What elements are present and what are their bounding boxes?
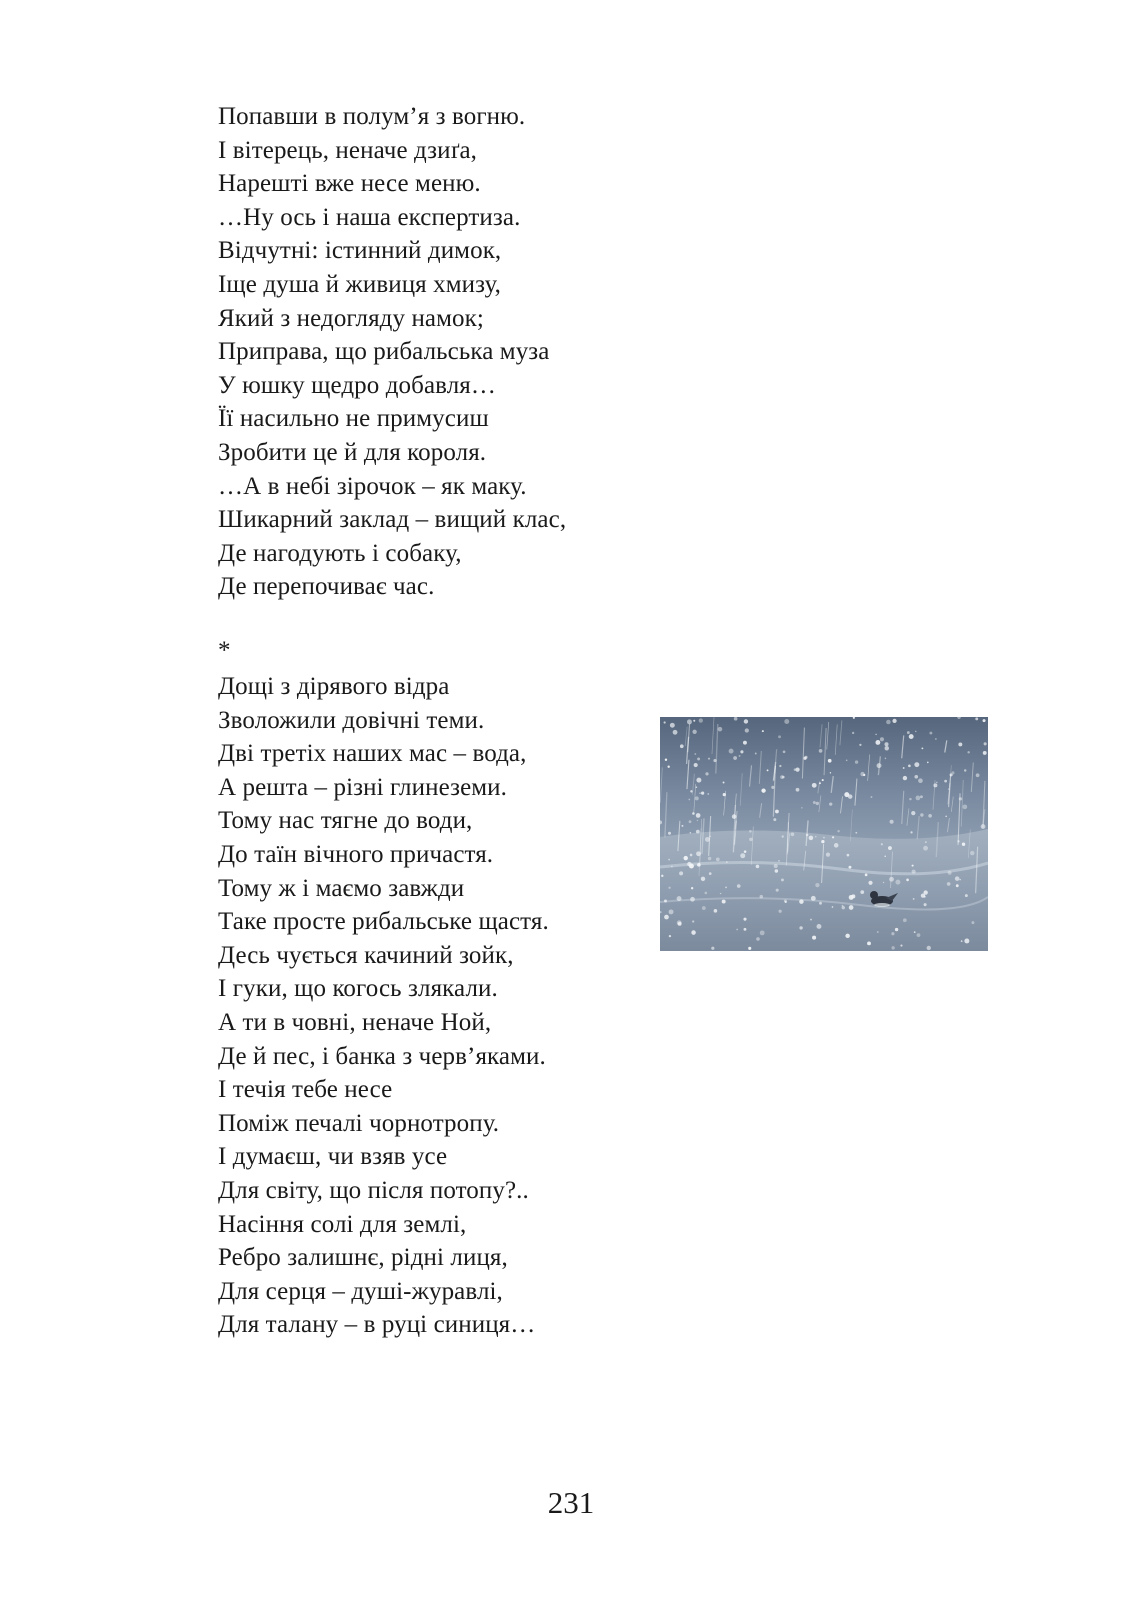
rain-drop [970, 851, 974, 855]
rain-drop [925, 841, 927, 843]
poem-line: …Ну ось і наша експертиза. [218, 203, 521, 231]
rain-drop [696, 786, 698, 788]
rain-drop [885, 746, 889, 750]
rain-drop [911, 811, 915, 815]
rain-drop [912, 870, 916, 874]
rain-drop [702, 906, 706, 910]
rain-drop [859, 744, 861, 746]
rain-drop [713, 759, 716, 762]
poem-line: До таїн вічного причастя. [218, 840, 494, 868]
rain-drop [959, 879, 960, 880]
rain-drop [734, 717, 738, 721]
rain-drop [860, 890, 864, 894]
rain-drop [875, 734, 876, 735]
rain-drop [875, 740, 880, 745]
rain-drop [815, 836, 817, 838]
rain-drop [756, 937, 760, 941]
rain-drop [903, 767, 905, 769]
poem-separator: * [218, 637, 231, 664]
poem-line: Насіння солі для землі, [218, 1210, 467, 1238]
poem-line: Ребро залишнє, рідні лиця, [218, 1244, 508, 1272]
rain-drop [956, 884, 959, 887]
rain-drop [696, 778, 701, 783]
poem-line: Приправа, що рибальська муза [218, 338, 550, 366]
rain-drop [962, 804, 967, 809]
rain-drop [983, 719, 986, 722]
rain-drop [950, 773, 953, 776]
rain-drop [778, 735, 781, 738]
poem-line: У юшку щедро добавля… [218, 371, 496, 399]
rain-drop [812, 936, 816, 940]
rain-drop [924, 903, 927, 906]
rain-drop [806, 834, 809, 837]
rain-drop [892, 719, 896, 723]
rain-drop [697, 820, 698, 821]
rain-drop [890, 820, 894, 824]
poem-line: І думаєш, чи взяв усе [218, 1143, 448, 1171]
rain-drop [877, 763, 882, 768]
rain-drop [933, 783, 937, 787]
rain-drop [815, 883, 819, 887]
rain-drop [860, 772, 864, 776]
rain-drop [716, 857, 720, 861]
rain-drop [791, 832, 795, 836]
rain-drop [965, 894, 968, 897]
rain-drop [701, 792, 704, 795]
rain-drop [776, 889, 779, 892]
rain-drop [689, 820, 692, 823]
poem-line: Дощі з дірявого відра [218, 673, 450, 700]
rain-drop [743, 918, 746, 921]
rain-drop [812, 783, 817, 788]
rain-drop [981, 824, 986, 829]
rain-drop [767, 769, 769, 771]
rain-drop [929, 732, 932, 735]
rain-drop [723, 782, 725, 784]
rain-drop [851, 894, 855, 898]
rain-drop [832, 836, 834, 838]
rain-drop [745, 728, 749, 732]
poem-line: А решта – різні глинеземи. [218, 773, 508, 801]
rain-drop [684, 856, 688, 860]
rain-drop [720, 893, 721, 894]
rain-drop [909, 798, 911, 800]
rain-drop [967, 751, 969, 753]
rain-drop [900, 945, 902, 947]
rain-drop [677, 920, 682, 925]
rain-drop [725, 886, 727, 888]
rain-drop [855, 832, 857, 834]
poem-rain [218, 670, 638, 1342]
rain-drop [671, 866, 673, 868]
rain-drop [708, 857, 712, 861]
rain-drop [779, 765, 781, 767]
rain-drop [842, 905, 844, 907]
rain-drop [726, 861, 728, 863]
poem-line: Зробити це й для короля. [218, 438, 487, 466]
rain-drop [736, 929, 738, 931]
rain-drop [759, 895, 763, 899]
rain-drop [694, 753, 696, 755]
rain-drop [888, 846, 892, 850]
rain-drop [687, 862, 691, 866]
rain-drop [737, 884, 741, 888]
rain-drop [957, 840, 959, 842]
rain-drop [936, 782, 937, 783]
rain-drop [669, 909, 674, 914]
rain-drop [693, 720, 695, 722]
rain-drop [921, 747, 923, 749]
rain-drop [740, 853, 745, 858]
rain-drop [927, 946, 931, 950]
rain-drop [688, 799, 690, 801]
rain-drop [916, 796, 921, 801]
rain-drop [722, 900, 726, 904]
rain-drop [774, 864, 778, 868]
rain-drop [955, 876, 960, 881]
rain-drop [664, 899, 667, 902]
rain-drop [844, 792, 849, 797]
poem-line: Поміж печалі чорнотропу. [218, 1109, 500, 1137]
rain-drop [784, 719, 789, 724]
rain-drop [928, 814, 932, 818]
rain-drop [761, 788, 765, 792]
rain-drop [744, 850, 747, 853]
rain-drop [848, 866, 851, 869]
rain-drop [781, 878, 784, 881]
rain-drop [816, 924, 821, 929]
poem-line: І течія тебе несе [218, 1076, 393, 1104]
poem-line: Шикарний заклад – вищий клас, [218, 506, 567, 534]
poem-line: Який з недогляду намок; [218, 304, 484, 332]
rain-drop [692, 920, 694, 922]
poem-line: Попавши в полум’я з вогню. [218, 103, 526, 130]
rain-drop [948, 871, 952, 875]
rain-drop [948, 788, 950, 790]
rain-drop [668, 887, 670, 889]
rain-drop [819, 902, 822, 905]
poem-line: Для талану – в руці синиця… [218, 1311, 536, 1339]
rain-drop [801, 807, 802, 808]
rain-drop [918, 778, 923, 783]
rain-drop [915, 731, 917, 733]
rain-drop [699, 792, 701, 794]
rain-drop [903, 918, 907, 922]
poem-line: Тому ж і маємо завжди [218, 874, 465, 902]
rain-drop [855, 760, 858, 763]
rain-drop [865, 874, 868, 877]
rain-drop [687, 719, 692, 724]
rain-drop [690, 790, 692, 792]
rain-drop [690, 832, 692, 834]
poem-line: Тому нас тягне до води, [218, 807, 473, 835]
rain-drop [826, 853, 830, 857]
poem-line: Для серця – душі-журавлі, [218, 1277, 503, 1305]
rain-drop [699, 718, 703, 722]
rain-drop [799, 926, 802, 929]
rain-drop [958, 742, 962, 746]
rain-drop [885, 758, 887, 760]
rain-drop [881, 843, 883, 845]
rain-drop [823, 837, 825, 839]
poem-line: Її насильно не примусиш [218, 405, 489, 433]
rain-drop [810, 919, 812, 921]
rain-drop [705, 892, 708, 895]
rain-drop [959, 797, 962, 800]
rain-drop [799, 899, 803, 903]
rain-drop [834, 843, 839, 848]
rain-drop [661, 875, 663, 877]
poem-line: Десь чується качиний зойк, [218, 941, 514, 969]
rain-drop [947, 882, 951, 886]
page-number: 231 [547, 1485, 595, 1520]
rain-drop [883, 882, 884, 883]
rain-drop [868, 881, 872, 885]
rain-drop [692, 730, 696, 734]
poem-continuation [218, 100, 638, 604]
rain-drop [945, 816, 946, 817]
rain-drop [895, 928, 898, 931]
poem-line: Нарешті вже несе меню. [218, 170, 481, 198]
rain-drop [891, 946, 894, 949]
rain-drop [907, 731, 910, 734]
rain-drop [749, 830, 752, 833]
rain-drop [935, 738, 937, 740]
rain-drop [782, 835, 784, 837]
rain-drop [664, 721, 666, 723]
rain-drop [920, 795, 923, 798]
rain-drop [877, 931, 879, 933]
poem-line: Зволожили довічні теми. [218, 706, 485, 734]
rain-drop [913, 898, 915, 900]
rain-drop [920, 813, 923, 816]
rain-drop [718, 727, 723, 732]
rain-drop [711, 947, 714, 950]
poem-line: …А в небі зірочок – як маку. [218, 472, 527, 500]
rain-drop [771, 786, 774, 789]
rain-drop [816, 802, 819, 805]
rain-drop [961, 940, 963, 942]
rain-drop [821, 840, 824, 843]
rain-drop [680, 744, 684, 748]
poem-line: І гуки, що когось злякали. [218, 975, 498, 1003]
rain-drop [796, 788, 800, 792]
rain-drop [696, 830, 700, 834]
rain-drop [829, 802, 832, 805]
rain-photo-illustration [660, 717, 988, 951]
rain-drop [944, 780, 947, 783]
rain-drop [867, 941, 871, 945]
rain-drop [884, 855, 886, 857]
rain-drop [743, 741, 747, 745]
rain-drop [794, 768, 797, 771]
rain-drop [708, 758, 710, 760]
rain-drop [847, 854, 850, 857]
rain-drop [694, 763, 698, 767]
rain-drop [673, 730, 678, 735]
poem-line: Де перепочиває час. [218, 573, 435, 601]
rain-drop [775, 810, 779, 814]
rain-drop [723, 793, 726, 796]
rain-drop [983, 751, 987, 755]
rain-drop [909, 734, 914, 739]
rain-drop [701, 877, 705, 881]
rain-drop [729, 749, 734, 754]
rain-drop [779, 910, 782, 913]
rain-drop [697, 863, 701, 867]
rain-drop [740, 750, 743, 753]
rain-drop [668, 832, 671, 835]
rain-drop [975, 717, 978, 720]
rain-drop [762, 730, 764, 732]
rain-drop [696, 851, 701, 856]
rain-drop [870, 796, 872, 798]
rain-drop [705, 837, 710, 842]
rain-drop [709, 872, 712, 875]
rain-drop [748, 947, 751, 950]
rain-drop [667, 766, 669, 768]
rain-drop [822, 779, 824, 781]
poem-line: Де нагодують і собаку, [218, 539, 462, 567]
poem-line: Іще душа й живиця хмизу, [218, 270, 502, 298]
rain-drop [690, 897, 695, 902]
rain-drop [691, 930, 696, 935]
rain-drop [891, 932, 894, 935]
rain-drop [756, 865, 760, 869]
rain-drop [709, 836, 710, 837]
rain-drop [782, 776, 785, 779]
rain-drop [917, 933, 921, 937]
rain-photo [660, 717, 988, 951]
rain-drop [923, 846, 928, 851]
rain-drop [664, 915, 669, 920]
rain-drop [739, 755, 741, 757]
rain-drop [971, 921, 974, 924]
rain-drop [830, 772, 831, 773]
rain-drop [819, 782, 821, 784]
rain-drop [912, 865, 914, 867]
rain-drop [681, 825, 683, 827]
rain-drop [976, 773, 980, 777]
rain-drop [783, 750, 786, 753]
rain-drop [819, 749, 823, 753]
rain-drop [690, 854, 693, 857]
rain-drop [778, 860, 780, 862]
rain-drop [845, 934, 849, 938]
rain-drop [809, 836, 814, 841]
rain-drop [707, 793, 709, 795]
poem-line: А ти в човні, неначе Ной, [218, 1008, 492, 1036]
rain-drop [895, 880, 900, 885]
rain-drop [811, 896, 816, 901]
rain-drop [884, 742, 888, 746]
rain-drop [784, 900, 787, 903]
rain-drop [886, 720, 891, 725]
rain-drop [889, 877, 894, 882]
rain-drop [964, 769, 966, 771]
poem-line: Відчутні: істинний димок, [218, 237, 502, 265]
rain-drop [849, 905, 854, 910]
rain-drop [964, 938, 969, 943]
rain-drop [732, 814, 737, 819]
rain-drop [910, 831, 912, 833]
rain-drop [984, 742, 987, 745]
poem-line: Таке просте рибальське щастя. [218, 908, 549, 936]
rain-drop [677, 896, 682, 901]
poem-line: Дві третіх наших мас – вода, [218, 740, 527, 768]
rain-drop [760, 930, 765, 935]
rain-drop [914, 762, 919, 767]
rain-drop [744, 719, 748, 723]
rain-drop [852, 732, 854, 734]
rain-drop [962, 843, 965, 846]
rain-drop [755, 753, 757, 755]
poem-line: Де й пес, і банка з черв’яками. [218, 1042, 546, 1070]
rain-drop [923, 895, 925, 897]
rain-drop [908, 765, 911, 768]
rain-drop [692, 812, 695, 815]
rain-drop [813, 801, 816, 804]
poem-line: І вітерець, неначе дзиґа, [218, 136, 477, 164]
rain-drop [714, 909, 718, 913]
rain-drop [697, 758, 700, 761]
rain-drop [773, 818, 776, 821]
rain-drop [679, 871, 683, 875]
rain-drop [744, 928, 747, 931]
rain-drop [733, 756, 737, 760]
rain-drop [914, 931, 916, 933]
rain-drop [668, 859, 670, 861]
rain-drop [914, 775, 918, 779]
rain-drop [691, 887, 693, 889]
rain-drop [695, 796, 699, 800]
rain-drop [803, 757, 806, 760]
rain-drop [927, 762, 929, 764]
rain-drop [669, 935, 671, 937]
rain-drop [749, 838, 752, 841]
poem-line: Для світу, що після потопу?.. [218, 1176, 529, 1204]
rain-drop [665, 759, 667, 761]
rain-drop [906, 879, 909, 882]
rain-drop [775, 869, 778, 872]
rain-drop [670, 723, 675, 728]
rain-drop [832, 906, 834, 908]
rain-drop [903, 776, 907, 780]
rain-drop [705, 772, 708, 775]
rain-drop [696, 813, 701, 818]
rain-drop [846, 760, 848, 762]
rain-drop [837, 830, 839, 832]
rain-drop [828, 759, 832, 763]
rain-drop [880, 737, 884, 741]
